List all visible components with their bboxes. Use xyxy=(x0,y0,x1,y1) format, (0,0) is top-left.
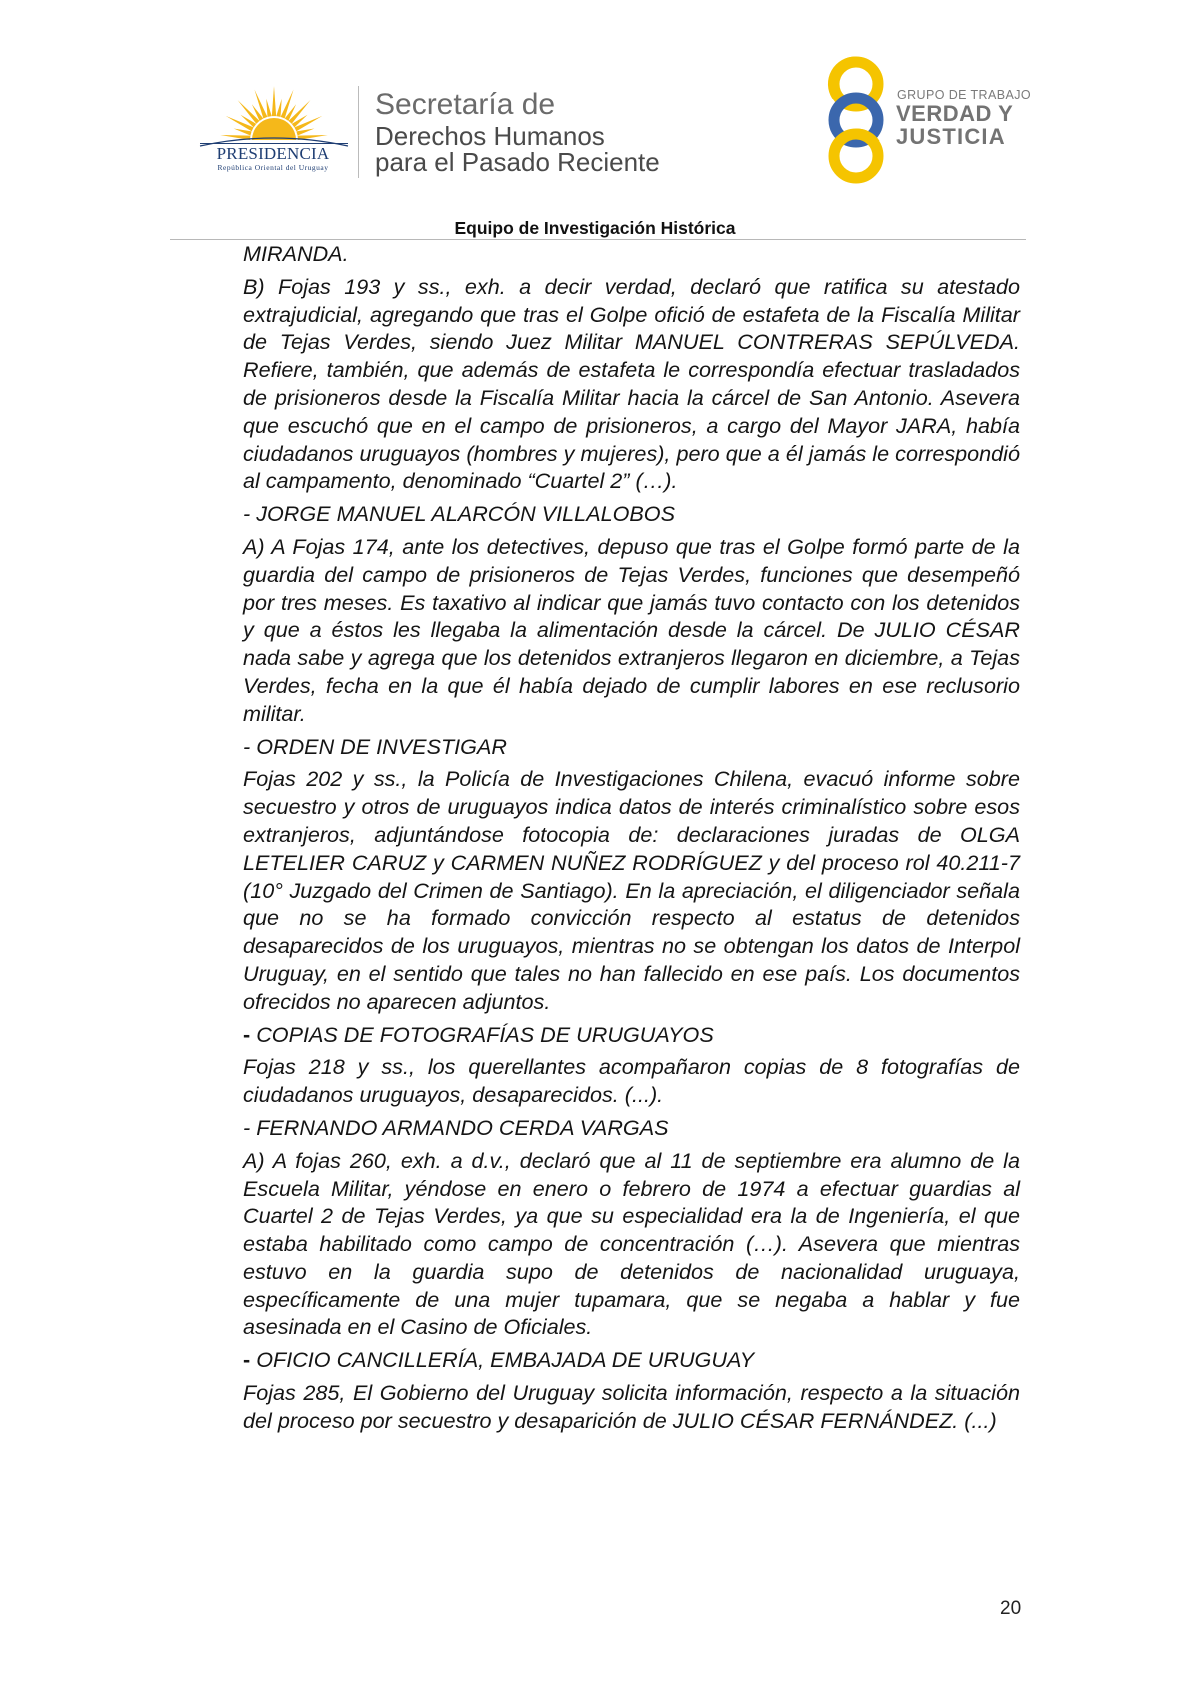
paragraph-fojas-285: Fojas 285, El Gobierno del Uruguay solicita información, respecto a la situación del proceso por secuestro y desaparición de JULIO CÉSAR FERNÁNDEZ. (...) xyxy=(243,1380,1020,1433)
heading-alarcon: - JORGE MANUEL ALARCÓN VILLALOBOS xyxy=(243,501,676,527)
sun-ray xyxy=(254,90,267,119)
heading-dash: - xyxy=(243,1021,251,1047)
document-body xyxy=(243,240,1020,1435)
secretaria-title-line2: Derechos Humanos xyxy=(375,121,605,151)
sun-ray xyxy=(272,86,276,116)
sun-ray xyxy=(266,99,271,117)
presidencia-wordmark: PRESIDENCIA xyxy=(216,144,330,163)
sun-ray xyxy=(294,116,322,131)
heading-cerda-vargas: - FERNANDO ARMANDO CERDA VARGAS xyxy=(243,1114,669,1140)
sun-ray xyxy=(226,116,254,131)
presidencia-subtitle: República Oriental del Uruguay xyxy=(217,163,329,172)
heading-copias-fotografias xyxy=(243,1021,1020,1049)
sun-ray xyxy=(281,90,294,119)
paragraph-fojas-260: A) A fojas 260, exh. a d.v., declaró que al 11 de septiembre era alumno de la Escuela Militar, yéndose en enero o febrero de 1974 a efectuar guardias al Cuartel 2 de Tejas Verdes, ya que su especialidad era la de Ingeniería, el que estaba habilitado como campo de concentración (…). Asevera que mientras estuvo en la guardia supo de detenidos de nacionalidad uruguaya, específicamente de una mujer tupamara, que se negaba a hablar y fue asesinada en el Casino de Oficiales. xyxy=(243,1147,1020,1340)
heading-orden-investigar: - ORDEN DE INVESTIGAR xyxy=(243,733,507,759)
paragraph-miranda: MIRANDA. xyxy=(243,241,349,266)
secretaria-title-line1: Secretaría de xyxy=(375,88,556,121)
heading-dash: - xyxy=(243,1347,251,1373)
heading-text: COPIAS DE FOTOGRAFÍAS DE URUGUAYOS xyxy=(250,1021,714,1047)
verdad-label: VERDAD Y xyxy=(896,101,1014,126)
paragraph-fojas-202: Fojas 202 y ss., la Policía de Investigaciones Chilena, evacuó informe sobre secuestro y otros de uruguayos indica datos de interés criminalístico sobre esos extranjeros, adjuntándose fotocopia de: declaraciones juradas de OLGA LETELIER CARUZ y CARMEN NUÑEZ RODRÍGUEZ y del proceso rol 40.211-7 (10° Juzgado del Crimen de Santiago). En la apreciación, el diligenciador señala que no se ha formado convicción respecto al estatus de detenidos desaparecidos de los uruguayos, mientras no se obtengan los datos de Interpol Uruguay, en el sentido que tales no han fallecido en ese país. Los documentos ofrecidos no aparecen adjuntos. xyxy=(243,766,1020,1014)
justicia-label: JUSTICIA xyxy=(896,124,1006,149)
heading-text: OFICIO CANCILLERÍA, EMBAJADA DE URUGUAY xyxy=(250,1347,755,1373)
heading-oficio-cancilleria xyxy=(243,1346,1020,1374)
paragraph-fojas-218: Fojas 218 y ss., los querellantes acompañaron copias de 8 fotografías de ciudadanos uruguayos, desaparecidos. (...). xyxy=(243,1054,1020,1108)
page-header xyxy=(0,0,1190,250)
secretaria-title-line3: para el Pasado Reciente xyxy=(375,147,660,177)
paragraph-fojas-174: A) A Fojas 174, ante los detectives, depuso que tras el Golpe formó parte de la guardia del campo de prisioneros de Tejas Verdes, funciones que desempeñó por tres meses. Es taxativo al indicar que jamás tuvo contacto con los detenidos y que a éstos les llegaba la alimentación desde la cárcel. De JULIO CÉSAR nada sabe y agrega que los detenidos extranjeros llegaron en diciembre, a Tejas Verdes, fecha en la que él había dejado de cumplir labores en ese reclusorio militar. xyxy=(243,533,1020,726)
sun-ray xyxy=(276,99,281,117)
header-separator xyxy=(358,86,359,178)
grupo-trabajo-label: GRUPO DE TRABAJO xyxy=(897,88,1031,102)
team-title: Equipo de Investigación Histórica xyxy=(454,218,736,238)
page-number: 20 xyxy=(1000,1598,1022,1619)
paragraph-fojas-193: B) Fojas 193 y ss., exh. a decir verdad, declaró que ratifica su atestado extrajudicial, agregando que tras el Golpe ofició de estafeta de la Fiscalía Militar de Tejas Verdes, siendo Juez Militar MANUEL CONTRERAS SEPÚLVEDA. Refiere, también, que además de estafeta le correspondía efectuar trasladados de prisioneros desde la Fiscalía Militar hacia la cárcel de San Antonio. Asevera que escuchó que en el campo de prisioneros, a cargo del Mayor JARA, había ciudadanos uruguayos (hombres y mujeres), pero que a él jamás le correspondió al campamento, denominado “Cuartel 2” (…). xyxy=(243,273,1020,494)
